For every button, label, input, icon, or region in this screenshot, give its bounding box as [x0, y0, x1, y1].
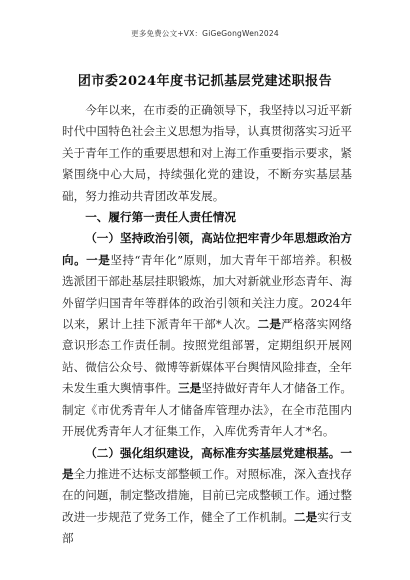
lead-marker: 二是: [257, 317, 282, 332]
intro-paragraph: 今年以来，在市委的正确领导下，我坚持以习近平新时代中国特色社会主义思想为指导，认真贯彻落实习近平关于青年工作的重要思想和对上海工作重要指示要求，紧紧围绕中心大局，持续强化党的建设，不断夯实基层基础，努力推动共青团改革发展。: [62, 103, 352, 203]
paragraph-text: 坚持“青年化”原则，加大青年干部培养。积极选派团干部赴基层挂职锻炼，加大对新就业形态青年、海外留学归国青年等群体的政治引领和关注力度。2024年以来，累计上挂下派青年干部*人次。: [62, 252, 352, 332]
paragraph-text: 严格落实网络意识形态工作责任制。按照党组部署，定期组织开展网站、微信公众号、微博等新媒体平台舆情风险排查，全年未发生重大舆情事件。: [62, 317, 352, 396]
document-title: 团市委2024年度书记抓基层党建述职报告: [77, 74, 333, 89]
paragraph-text: 全力推进不达标支部整顿工作。对照标准，深入查找存在的问题，制定整改措施，目前已完成整顿工作。通过整改进一步规范了党务工作，健全了工作机制。: [62, 466, 352, 524]
subsection-1-paragraph: [62, 228, 352, 442]
lead-marker: 二是: [293, 509, 318, 524]
paragraph-text: 坚持做好青年人才储备工作。制定《市优秀青年人才储备库管理办法》，在全市范围内开展优秀青年人才征集工作，入库优秀青年人才*名。: [62, 381, 352, 439]
subsection-heading-1: （一）坚持政治引领，高站位把牢青少年思想政治方向。: [62, 231, 352, 267]
paragraph-text: 实行支部: [62, 509, 352, 546]
lead-marker: 一是: [62, 445, 352, 481]
document-body: [62, 100, 352, 550]
header-watermark-note: 更多免费公文+VX：GiGeGongWen2024: [131, 29, 279, 38]
lead-marker: 三是: [177, 381, 202, 396]
subsection-heading-2: （二）强化组织建设，高标准夯实基层党建根基。: [85, 445, 341, 460]
section-heading-1: 一、履行第一责任人责任情况: [85, 210, 236, 225]
lead-marker: 一是: [86, 252, 111, 267]
subsection-2-paragraph: [62, 443, 352, 550]
